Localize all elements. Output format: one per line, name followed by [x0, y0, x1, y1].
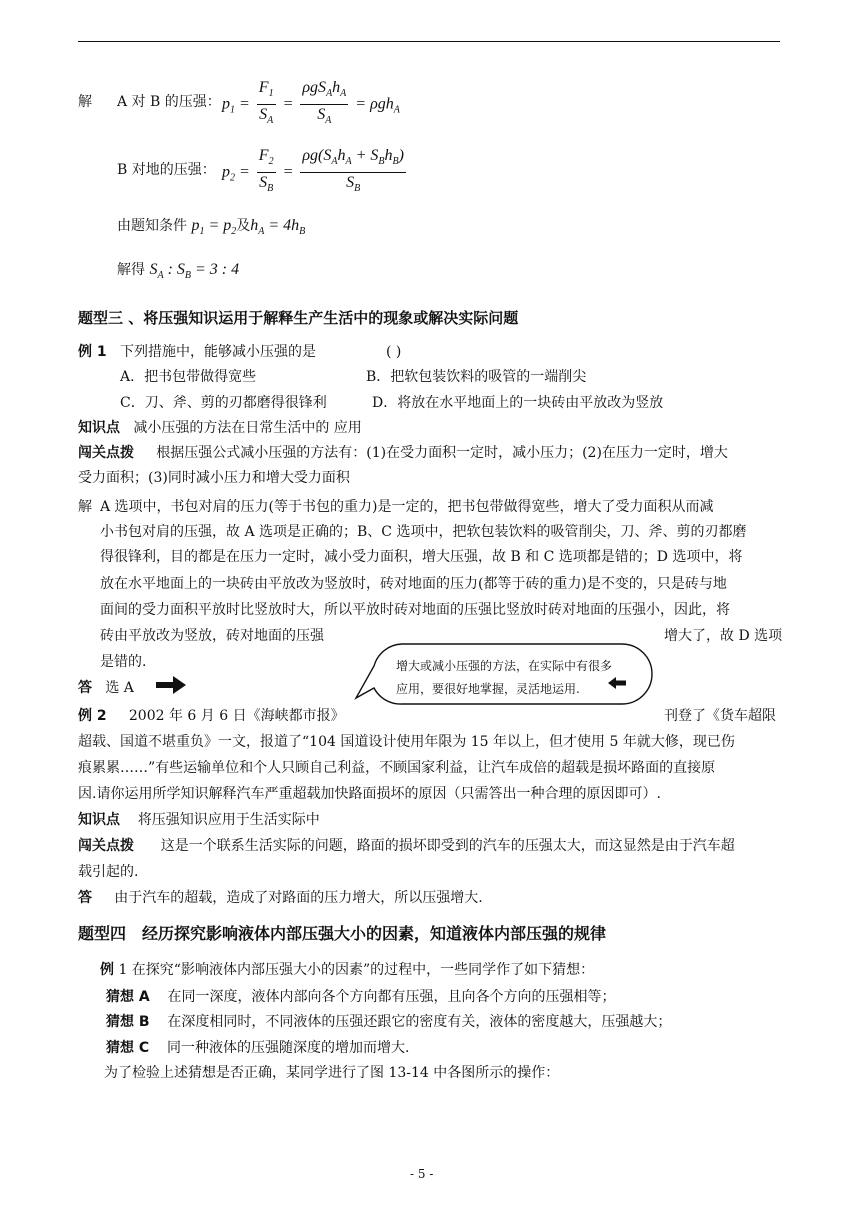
condition-prefix: 由题知条件: [117, 218, 187, 234]
ex1-solution-line3: 得很锋利，目的都是在压力一定时，减小受力面积，增大压强，故 B 和 C 选项都是错的；D 选项中，将: [100, 549, 743, 565]
result-line: [117, 260, 239, 286]
ex2-answer-label: 答: [78, 890, 92, 906]
ex1-solution-line7: 是错的.: [100, 654, 147, 670]
ex1-kp-label: 知识点: [78, 420, 120, 436]
ex2-line3: 痕累累……”有些运输单位和个人只顾自己利益，不顾国家利益，让汽车成倍的超载是损坏路面的直接原: [78, 760, 716, 776]
ex1-solution-line4: 放在水平地面上的一块砖由平放改为竖放时，砖对地面的压力(都等于砖的重力)是不变的，只是砖与地: [100, 576, 727, 592]
guess-c: [106, 1038, 409, 1058]
guess-a: [106, 987, 616, 1007]
pressure-b-on-ground-label: B 对地的压强：: [117, 162, 216, 178]
ex2-kp-text: 将压强知识应用于生活实际中: [137, 812, 320, 828]
ex1-line: [78, 342, 316, 362]
ex1-tip-line1: [78, 443, 728, 463]
ex1-solution-line1: A 选项中，书包对肩的压力(等于书包的重力)是一定的，把书包带做得宽些，增大了受力面积从而减: [100, 499, 714, 515]
callout-line2: 应用，要很好地掌握，灵活地运用.: [396, 682, 580, 696]
pressure-a-on-b-label: A 对 B 的压强：: [117, 94, 221, 110]
ex1-solution-line5: 面间的受力面积平放时比竖放时大，所以平放时砖对地面的压强比竖放时砖对地面的压强小，因此，将: [100, 602, 730, 618]
ex2-answer: [78, 888, 483, 908]
formula-p2: $p_2$ = $\frac{F_2}{S_B}$ = $\frac{\rho g(S_Ah_A + S_Bh_B)}{S_B}$: [222, 147, 404, 195]
ex2-answer-text: 由于汽车的超载，造成了对路面的压力增大，所以压强增大.: [114, 890, 483, 906]
ex1-option-a: A．把书包带做得宽些: [120, 369, 257, 385]
ex1-knowledge-point: [78, 418, 362, 438]
s4-ex1-line: [100, 960, 594, 980]
guess-a-text: 在同一深度，液体内部向各个方向都有压强，且向各个方向的压强相等；: [167, 989, 616, 1005]
ex1-solution-line6b: 增大了，故 D 选项: [664, 628, 783, 644]
condition-join: 及: [236, 218, 251, 234]
section3-title: 题型三 、将压强知识运用于解释生产生活中的现象或解决实际问题: [78, 309, 519, 327]
result-prefix: 解得: [117, 262, 145, 278]
ex1-option-b: B．把软包装饮料的吸管的一端削尖: [366, 369, 587, 385]
ex1-option-d: D．将放在水平地面上的一块砖由平放改为竖放: [372, 395, 664, 411]
s4-ex1-text: 1 在探究“影响液体内部压强大小的因素”的过程中，一些同学作了如下猜想：: [118, 962, 595, 978]
section4-title: 题型四 经历探究影响液体内部压强大小的因素，知道液体内部压强的规律: [78, 924, 607, 943]
ex2-tip-line2: 载引起的.: [78, 864, 139, 880]
guess-b: [106, 1012, 671, 1032]
guess-b-text: 在深度相同时，不同液体的压强还跟它的密度有关，液体的密度越大，压强越大；: [167, 1014, 672, 1030]
ex2-knowledge-point: [78, 810, 320, 830]
ex2-tip-label: 闯关点拨: [78, 838, 134, 854]
s4-ex1-label: 例: [100, 962, 114, 978]
ex2-kp-label: 知识点: [78, 812, 120, 828]
callout-line1: 增大或减小压强的方法，在实际中有很多: [396, 659, 613, 673]
ex1-tip-line2: 受力面积；(3)同时减小压力和增大受力面积: [78, 470, 350, 486]
ex1-label: 例 1: [78, 344, 107, 360]
condition-line: [117, 216, 305, 242]
ex2-line1: [78, 706, 345, 726]
ex1-solution-line6a: 砖由平放改为竖放，砖对地面的压强: [100, 628, 324, 644]
left-arrow-icon: [608, 677, 626, 689]
s4-closing: 为了检验上述猜想是否正确，某同学进行了图 13-14 中各图所示的操作：: [104, 1065, 560, 1081]
formula-p1: $p_1$ = $\frac{F_1}{S_A}$ = $\frac{\rho gS_Ah_A}{S_A}$ = ρgh$_A$: [222, 79, 400, 127]
ex1-solution-label: 解: [78, 499, 92, 515]
solution-label: 解: [78, 94, 92, 110]
guess-c-label: 猜想 C: [106, 1040, 150, 1056]
ex2-label: 例 2: [78, 708, 107, 724]
ex1-blank: ( ): [386, 344, 402, 360]
ex1-question: 下列措施中，能够减小压强的是: [119, 344, 316, 360]
page-number: - 5 -: [410, 1167, 434, 1181]
ex1-tip-text1: 根据压强公式减小压强的方法有：(1)在受力面积一定时，减小压力；(2)在压力一定时，增大: [156, 445, 728, 461]
guess-c-text: 同一种液体的压强随深度的增加而增大.: [166, 1040, 410, 1056]
header-rule: [78, 41, 780, 42]
formula-condition: $p_1 = p_2$: [191, 217, 237, 238]
ex1-solution-line2: 小书包对肩的压强，故 A 选项是正确的；B、C 选项中，把软包装饮料的吸管削尖，刀、斧、剪的刃都磨: [100, 524, 747, 540]
guess-a-label: 猜想 A: [106, 989, 150, 1005]
ex2-tip-text1: 这是一个联系生活实际的问题，路面的损坏即受到的汽车的压强太大，而这显然是由于汽车超: [160, 838, 735, 854]
ex2-tip-line1: [78, 836, 735, 856]
ex2-line4: 因.请你运用所学知识解释汽车严重超载加快路面损坏的原因（只需答出一种合理的原因即可）.: [78, 786, 661, 802]
guess-b-label: 猜想 B: [106, 1014, 150, 1030]
ex2-line2: 超载、国道不堪重负》一文，报道了“104 国道设计使用年限为 15 年以上，但才使用 5 年就大修，现已伤: [78, 734, 735, 750]
formula-area-ratio: $S_A$ : $S_B = 3$ : 4: [149, 261, 240, 282]
ex1-tip-label: 闯关点拨: [78, 445, 134, 461]
formula-height-ratio: $h_A = 4h_B$: [250, 217, 306, 238]
ex1-answer-text: 选 A: [105, 680, 134, 696]
ex1-answer-label: 答: [78, 680, 92, 696]
ex2-line1b: 刊登了《货车超限: [664, 708, 776, 724]
ex2-line1a: 2002 年 6 月 6 日《海峡都市报》: [128, 708, 345, 724]
ex1-kp-text: 减小压强的方法在日常生活中的 应用: [133, 420, 362, 436]
ex1-answer: [78, 678, 134, 698]
right-arrow-icon: [156, 676, 186, 694]
ex1-option-c: C．刀、斧、剪的刃都磨得很锋利: [120, 395, 327, 411]
